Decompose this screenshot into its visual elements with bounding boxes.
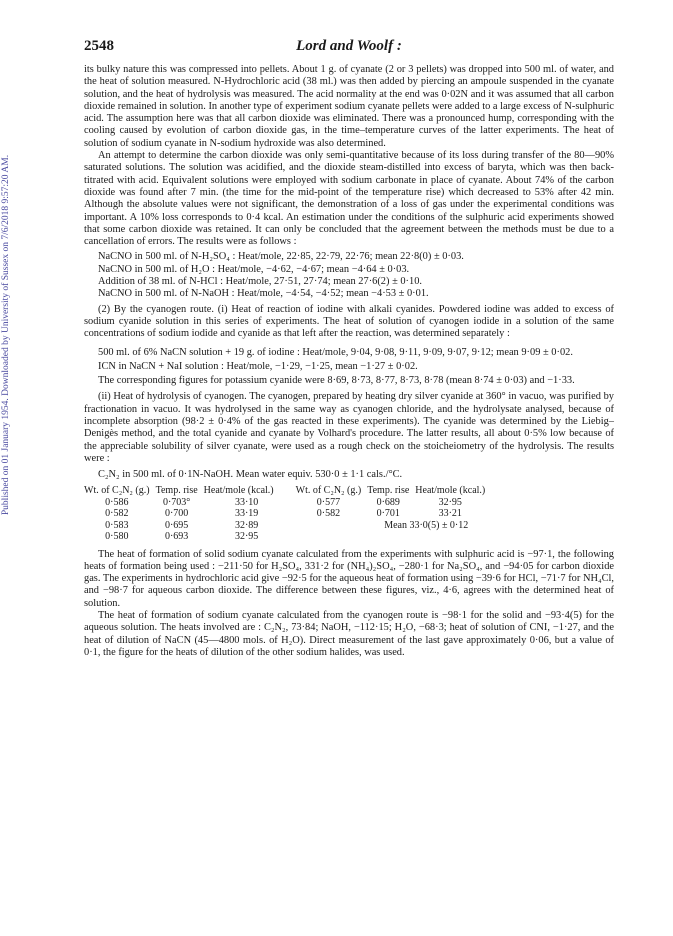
table-cell: 33·10 (234, 496, 259, 508)
table-cell: 0·582 (105, 508, 129, 519)
table-header: Wt. of C₂N₂ (g.) (84, 484, 150, 496)
result-line: NaCNO in 500 ml. of N-NaOH : Heat/mole, −4·54, −4·52; mean −4·53 ± 0·01. (98, 288, 429, 300)
table-header: Temp. rise (155, 484, 198, 496)
table-cell: 0·701 (376, 508, 400, 519)
table-row (84, 520, 491, 532)
table-header: Wt. of C₂N₂ (g.) (295, 484, 362, 496)
paper-page (84, 38, 614, 659)
table-row (84, 531, 491, 543)
table-cell: 0·700 (164, 508, 189, 519)
result-line: Addition of 38 ml. of N-HCl : Heat/mole, 27·51, 27·74; mean 27·6(2) ± 0·10. (98, 276, 423, 288)
table-header: Heat/mole (kcal.) (415, 484, 486, 496)
table-header-row (84, 485, 491, 497)
result-icn: ICN in NaCN + NaI solution : Heat/mole, −1·29, −1·25, mean −1·27 ± 0·02. (98, 360, 418, 372)
running-title: Lord and Woolf : (296, 38, 402, 54)
table-cell: 0·703° (162, 496, 191, 508)
table-cell: 0·577 (316, 496, 341, 508)
table-cell: 0·586 (105, 496, 129, 508)
table-cell: 0·583 (105, 519, 129, 531)
table-cell: 32·95 (438, 496, 462, 508)
result-line: NaCNO in 500 ml. of N-H₂SO₄ : Heat/mole, 22·85, 22·79, 22·76; mean 22·8(0) ± 0·03. (98, 251, 464, 263)
table-cell (296, 520, 368, 532)
table-cell: 33·21 (438, 508, 462, 519)
paragraph-1: its bulky nature this was compressed into pellets. About 1 g. of cyanate (2 or 3 pellets) was dropped into 500 ml. of water, and the heat of solution measured. N-Hydrochloric acid (38 ml.) was then added by piercing an ampoule suspended in the cyanate solution, and the heat of hydrolysis was measured. The acid normality at the end was 0·02N and it was assumed that all carbon dioxide remained in solution. In another type of experiment sodium cyanate pellets were added to a large excess of N-sulphuric acid. The assumption here was that all carbon dioxide was eliminated. There was a pronounced hump, corresponding with the cooling caused by evolution of carbon dioxide gas, in the time–temperature curves of the latter experiments. The heat of solution of sodium cyanate in N-sodium hydroxide was also determined. (84, 64, 614, 149)
table-cell: 0·695 (164, 519, 189, 531)
table-cell: 33·19 (234, 508, 259, 519)
paragraph-2: An attempt to determine the carbon dioxide was only semi-quantitative because of its loss during transfer of the 80—90% saturated solutions. The solution was acidified, and the dioxide steam-distilled into excess of baryta, which was then back-titrated with acid. Equivalent solutions were employed with sodium carbonate in place of cyanate. About 74% of the carbon dioxide was found after 7 min. (the time for the mid-point of the temperature rise) which decreased to 53% after 42 min. Although the absolute values were not significant, the demonstration of a loss of gas under the experimental conditions was important. A 10% loss corresponds to 0·4 kcal. An estimation under the conditions of the sulphuric acid experiments showed that some carbon dioxide was retained. It can only be concluded that the agreement between the methods must be due to a cancellation of errors. The results were as follows : (84, 150, 614, 248)
table-cell: 32·89 (234, 519, 259, 531)
table-row (84, 497, 491, 509)
page-header (84, 38, 614, 64)
paragraph-cyanogen-formation: The heat of formation of sodium cyanate calculated from the cyanogen route is −98·1 for the solid and −93·4(5) for the aqueous solution. The heats involved are : C₂N₂, 73·84; NaOH, −112·15; H₂O, −68·3; heat of solution of CNI, −1·27, and the heat of dilution of NaCN (45—4800 mols. of H₂O). Direct measurement of the last gave approximately 0·06, but a value of 0·1, the figure for the heats of dilution of the other sodium halides, was used. (84, 609, 614, 658)
sidebar-text: Published on 01 January 1954. Downloaded by University of Sussex on 7/6/2018 9:57:20 AM. (1, 154, 11, 516)
table-cell: 0·582 (316, 508, 341, 519)
page-number: 2548 (84, 38, 114, 54)
results-list-cyanate (98, 251, 614, 300)
table-cell: 0·580 (105, 531, 129, 542)
table-cell: 0·689 (376, 496, 400, 508)
table-cell: 0·693 (164, 531, 189, 542)
table-cell: 32·95 (234, 531, 259, 542)
paragraph-hydrolysis: (ii) Heat of hydrolysis of cyanogen. The cyanogen, prepared by heating dry silver cyanide at 360° in vacuo, was purified by fractionation in vacuo. It was hydrolysed in the same way as cyanogen chloride, and the hydrolysate analysed, because of incomplete absorption (98·2 ± 0·4% of the gas reacted in these experiments). The cyanide was determined by the Liebig–Denigès method, and the total cyanide and cyanate by Volhard's procedure. The latter results, all about 0·5% low because of the appreciable solubility of silver cyanate, were used as a rough check on the stoicheiometry of the hydrolysis. The results were : (84, 391, 614, 464)
table-header: Heat/mole (kcal.) (203, 484, 274, 496)
paragraph-potassium: The corresponding figures for potassium cyanide were 8·69, 8·73, 8·77, 8·73, 8·78 (mean 8·74 ± 0·03) and −1·33. (98, 375, 575, 387)
result-line: NaCNO in 500 ml. of H₂O : Heat/mole, −4·62, −4·67; mean −4·64 ± 0·03. (98, 263, 410, 275)
table-mean: Mean 33·0(5) ± 0·12 (384, 519, 469, 531)
paragraph-cyanogen-route: (2) By the cyanogen route. (i) Heat of reaction of iodine with alkali cyanides. Powdered iodine was added to excess of sodium cyanide solution in this series of experiments. The heat of solution of cyanogen iodide in a solution of the same concentrations of sodium iodide and cyanide as that left after the reaction, was determined separately : (84, 303, 614, 340)
publication-sidebar-note (2, 0, 16, 936)
table-caption: C₂N₂ in 500 ml. of 0·1N-NaOH. Mean water equiv. 530·0 ± 1·1 cals./°C. (98, 469, 403, 481)
table-row (84, 508, 491, 520)
result-iodine: 500 ml. of 6% NaCN solution + 19 g. of iodine : Heat/mole, 9·04, 9·08, 9·11, 9·09, 9·07, 9·12; mean 9·09 ± 0·02. (98, 346, 573, 358)
results-table (84, 485, 491, 543)
paragraph-heat-formation: The heat of formation of solid sodium cyanate calculated from the experiments with sulphuric acid is −97·1, the following heats of formation being used : −211·50 for H₂SO₄, 331·2 for (NH₄)₂SO₄, −280·1 for Na₂SO₄, and −94·05 for carbon dioxide gas. The experiments in hydrochloric acid give −92·5 for the aqueous heat of formation using −39·6 for HCl, −71·7 for NH₄Cl, and −98·7 for aqueous carbon dioxide. The difference between these figures, viz., 4·6, agrees with the determined heat of solution. (84, 548, 614, 609)
table-header: Temp. rise (367, 484, 410, 496)
